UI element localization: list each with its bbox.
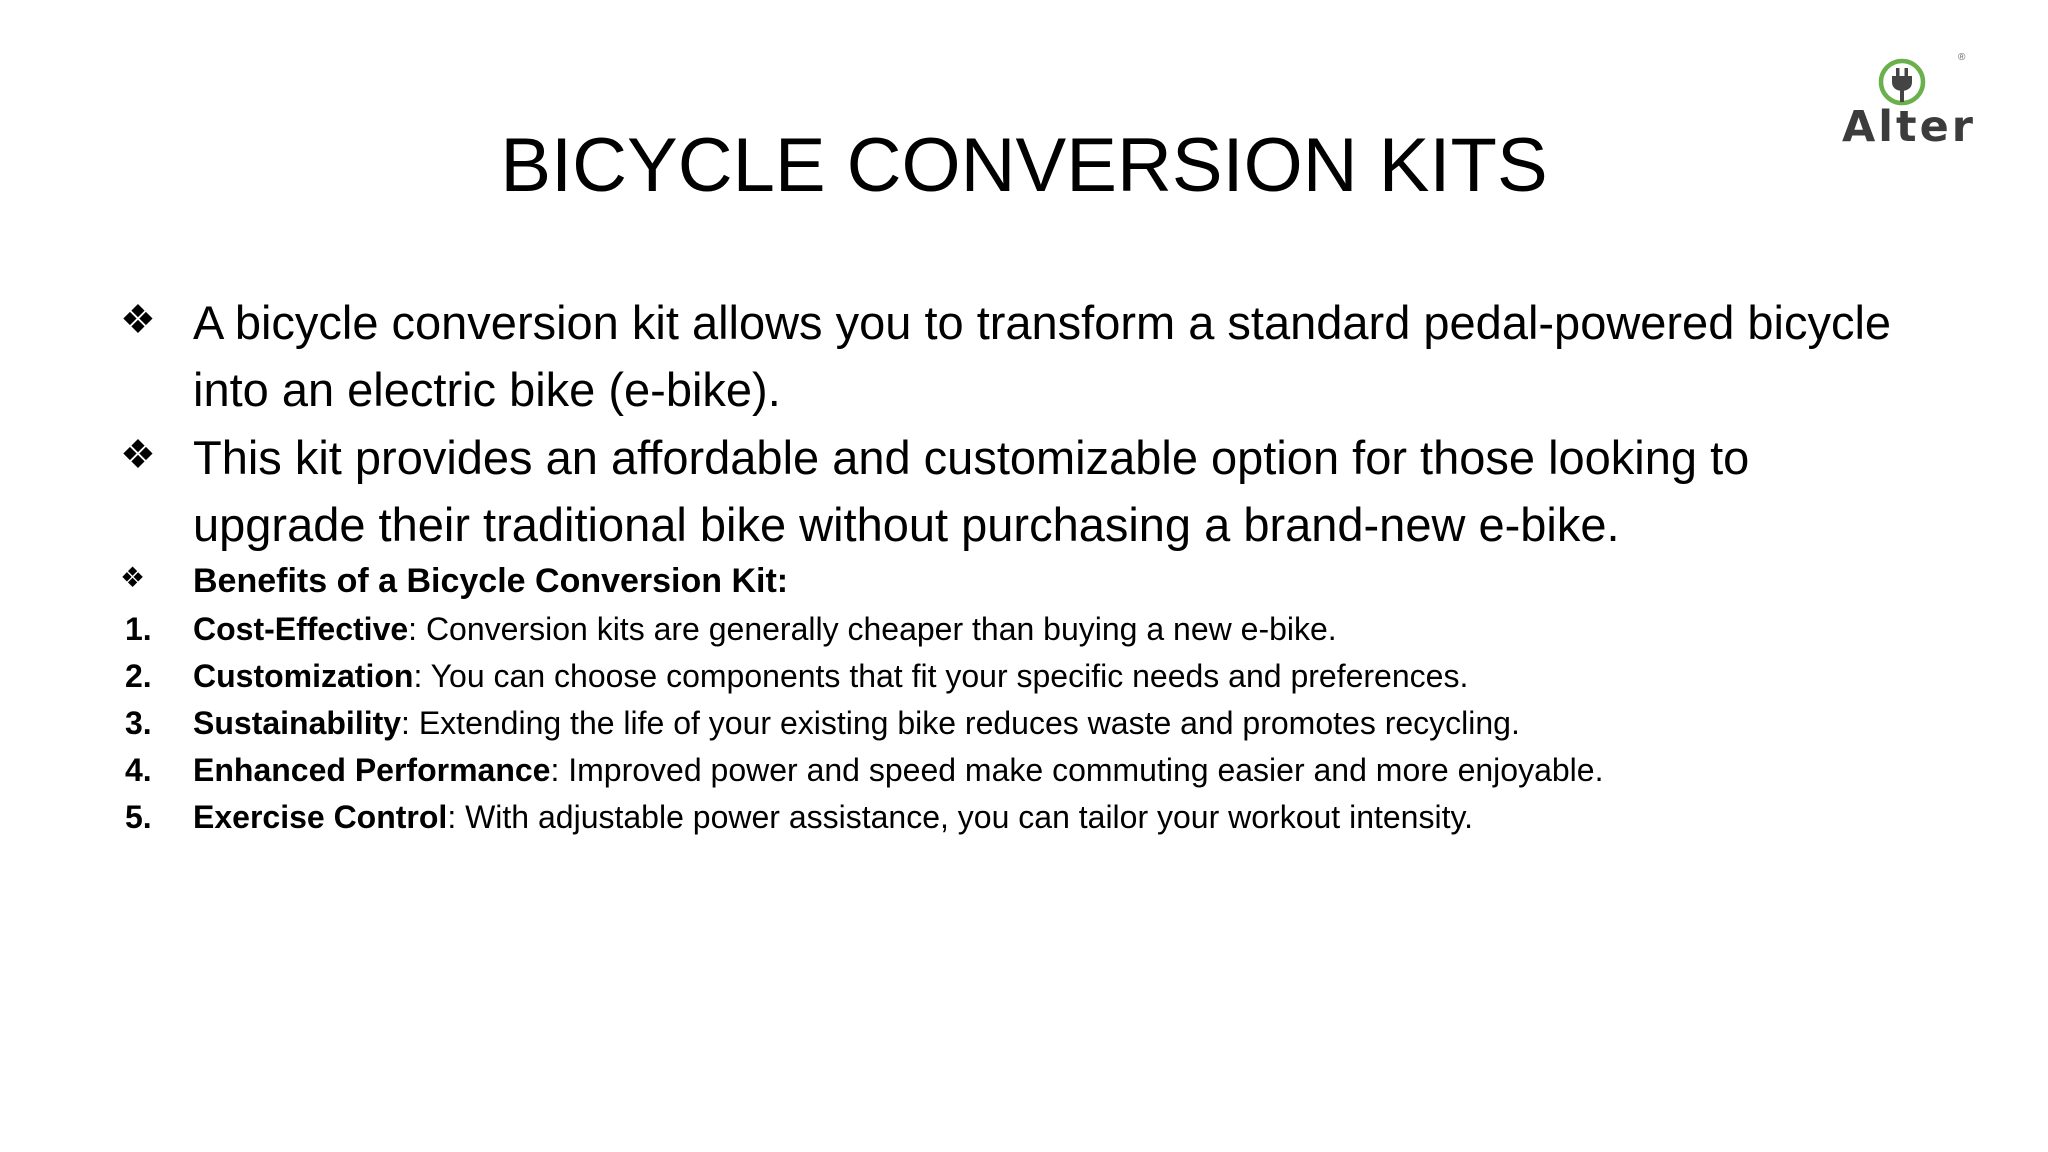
list-text [193, 653, 1468, 700]
bullet-paragraph-2 [193, 424, 1993, 558]
list-term: Cost-Effective [193, 611, 409, 647]
list-text [193, 700, 1520, 747]
bullet-line: This kit provides an affordable and customizable option for those looking to [193, 431, 1750, 484]
list-term: Exercise Control [193, 799, 448, 835]
list-number: 5. [125, 799, 152, 835]
list-term: Customization [193, 658, 414, 694]
registered-mark: ® [1958, 52, 1966, 63]
bullet-paragraph-1 [193, 289, 1993, 423]
list-number: 4. [125, 752, 152, 788]
bullet-line: upgrade their traditional bike without purchasing a brand-new e-bike. [193, 498, 1620, 551]
list-item [0, 700, 2048, 747]
list-text [193, 747, 1603, 794]
slide-title: BICYCLE CONVERSION KITS [500, 123, 1548, 208]
list-desc: : With adjustable power assistance, you can tailor your workout intensity. [447, 799, 1473, 835]
list-item [0, 747, 2048, 794]
diamond-bullet-icon: ❖ [120, 298, 156, 342]
list-text [193, 794, 1473, 841]
diamond-bullet-icon: ❖ [120, 433, 156, 477]
list-item [0, 606, 2048, 653]
benefits-heading: Benefits of a Bicycle Conversion Kit: [193, 562, 789, 600]
list-desc: : Conversion kits are generally cheaper than buying a new e-bike. [408, 611, 1337, 647]
logo-text: Alter [1842, 102, 1976, 152]
bullet-line: A bicycle conversion kit allows you to transform a standard pedal-powered bicycle [193, 296, 1892, 349]
list-text [193, 606, 1337, 653]
diamond-bullet-icon: ❖ [120, 562, 146, 593]
list-item [0, 653, 2048, 700]
list-desc: : Extending the life of your existing bike reduces waste and promotes recycling. [401, 705, 1520, 741]
list-number: 3. [125, 705, 152, 741]
power-plug-icon [1876, 56, 1928, 108]
list-number: 1. [125, 611, 152, 647]
list-term: Sustainability [193, 705, 402, 741]
list-desc: : Improved power and speed make commuting easier and more enjoyable. [550, 752, 1604, 788]
bullet-line: into an electric bike (e-bike). [193, 363, 781, 416]
benefits-list [0, 606, 2048, 841]
list-number: 2. [125, 658, 152, 694]
list-desc: : You can choose components that fit your specific needs and preferences. [413, 658, 1469, 694]
list-item [0, 794, 2048, 841]
list-term: Enhanced Performance [193, 752, 551, 788]
